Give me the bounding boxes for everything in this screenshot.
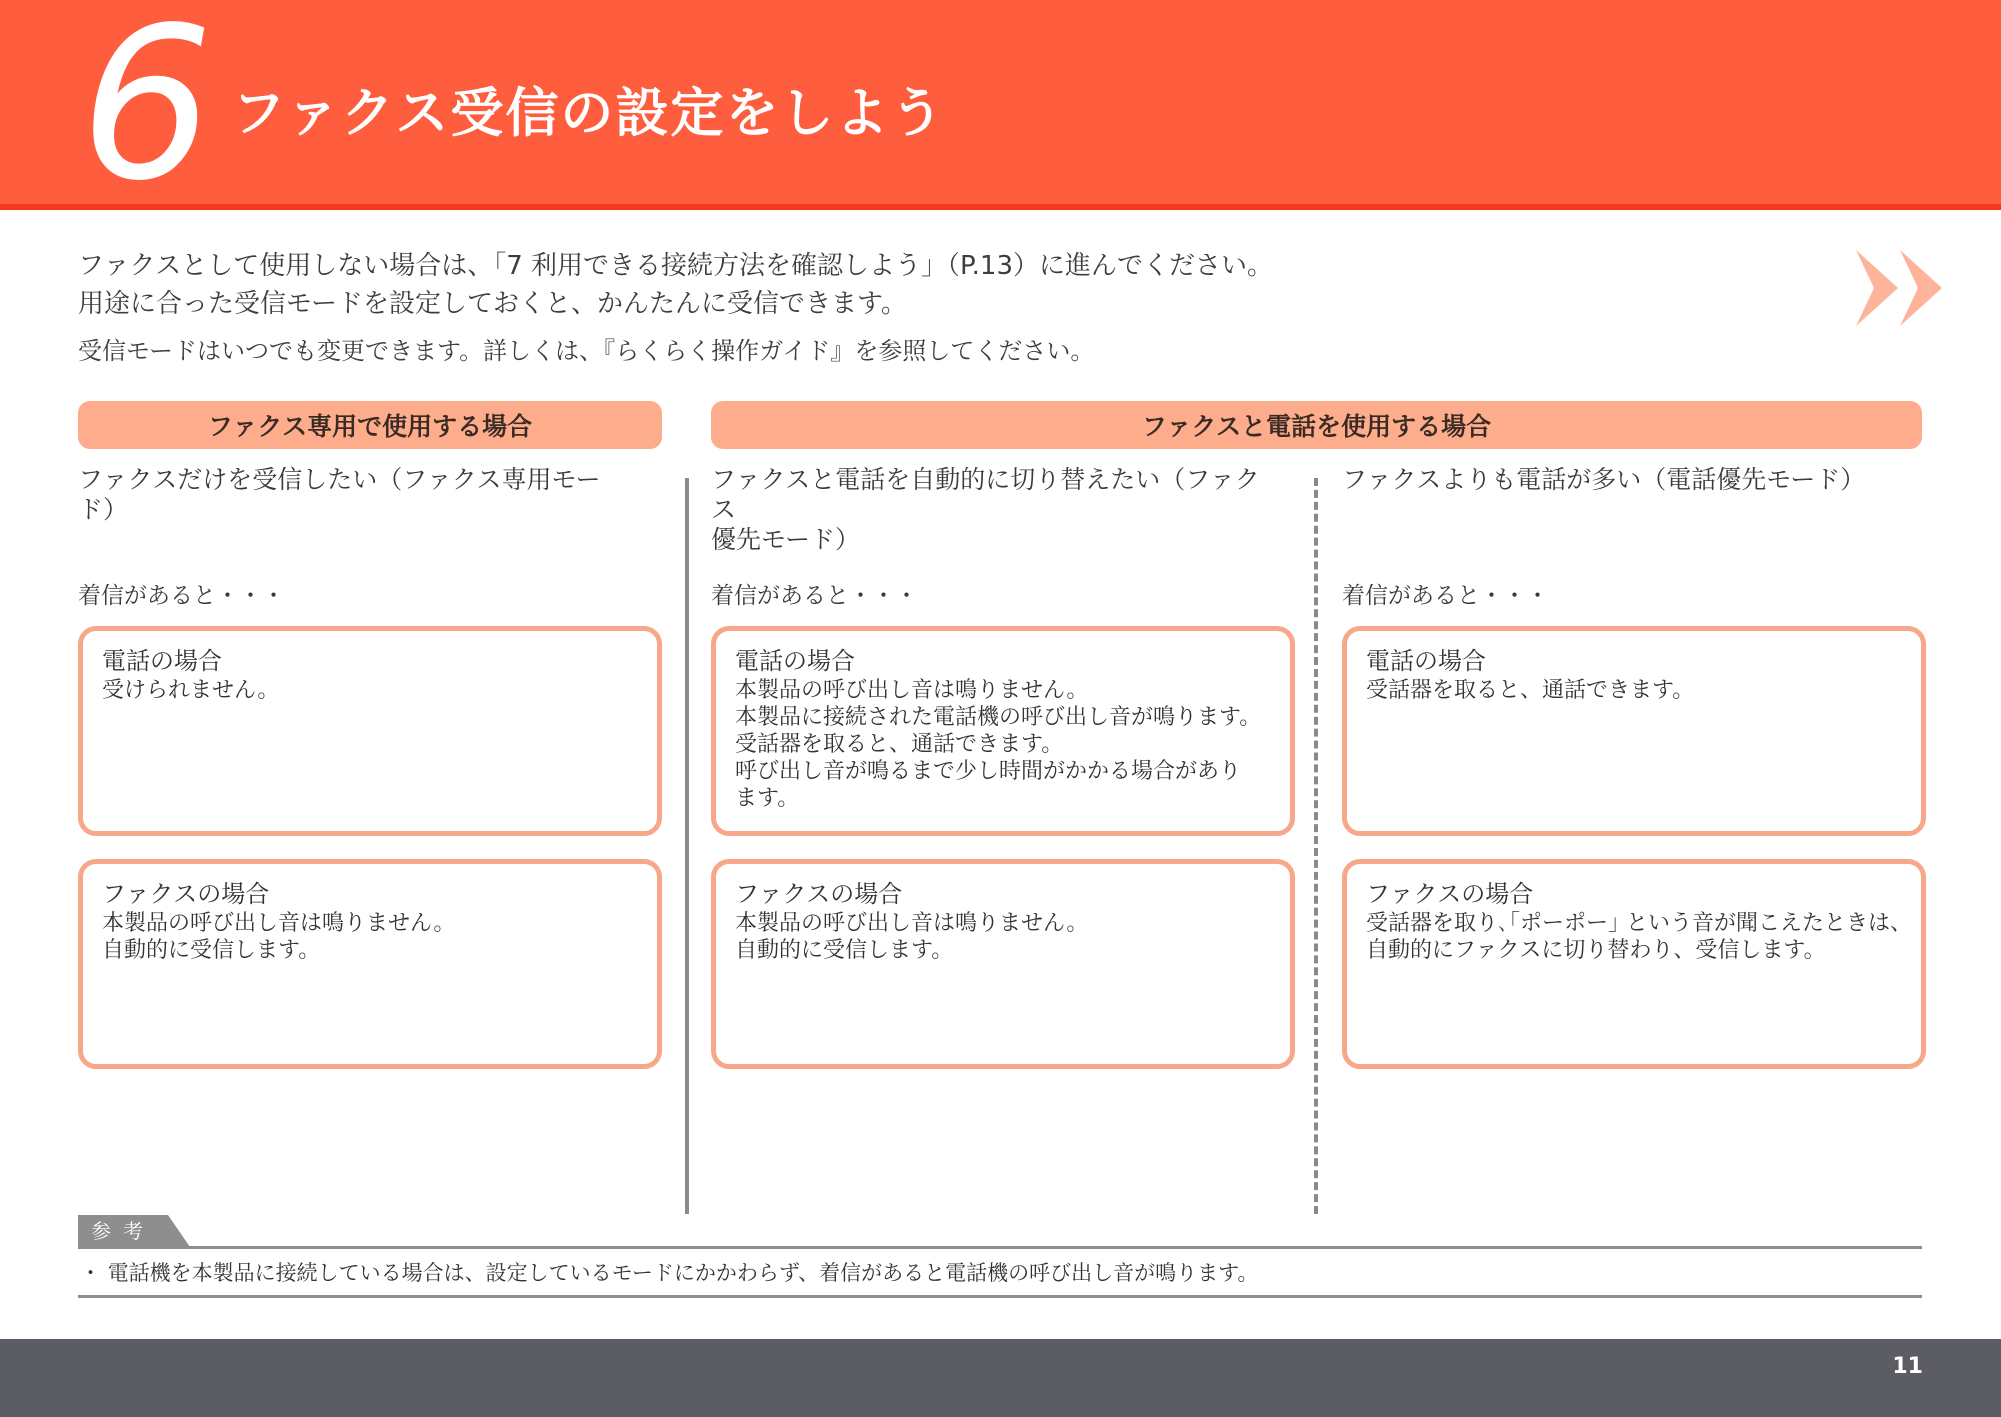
fax-case-line: 本製品の呼び出し音は鳴りません。 bbox=[735, 911, 1089, 936]
note-rule-bottom bbox=[78, 1295, 1922, 1298]
fax-case-title: ファクスの場合 bbox=[735, 880, 903, 908]
fax-case-line: 自動的にファクスに切り替わり、受信します。 bbox=[1366, 938, 1826, 963]
fax-case-title: ファクスの場合 bbox=[102, 880, 270, 908]
fax-case-line: 自動的に受信します。 bbox=[102, 938, 321, 963]
call-case-title: 電話の場合 bbox=[1366, 647, 1486, 675]
incoming-label: 着信があると・・・ bbox=[1342, 583, 1549, 609]
call-case-line: 受話器を取ると、通話できます。 bbox=[1366, 678, 1695, 703]
call-case-line: 受話器を取ると、通話できます。 bbox=[735, 732, 1064, 757]
call-case-line: 本製品に接続された電話機の呼び出し音が鳴ります。 bbox=[735, 705, 1262, 730]
call-case-text bbox=[102, 677, 647, 704]
section-header-fax-only: ファクス専用で使用する場合 bbox=[78, 401, 662, 449]
mode-description: ファクスよりも電話が多い（電話優先モード） bbox=[1342, 465, 1866, 494]
fax-case-line: 本製品の呼び出し音は鳴りません。 bbox=[102, 911, 456, 936]
fax-case-text bbox=[1366, 910, 1911, 964]
mode-column-fax-only bbox=[78, 465, 663, 1075]
call-case-line: 本製品の呼び出し音は鳴りません。 bbox=[735, 678, 1089, 703]
fax-case-box bbox=[78, 859, 662, 1069]
mode-description-line: 優先モード） bbox=[711, 525, 861, 554]
call-case-line: 受けられません。 bbox=[102, 678, 280, 703]
page-title: ファクス受信の設定をしよう bbox=[232, 83, 946, 144]
intro-line-2: 用途に合った受信モードを設定しておくと、かんたんに受信できます。 bbox=[78, 289, 907, 319]
fax-case-text bbox=[102, 910, 647, 964]
column-divider-solid bbox=[685, 478, 689, 1214]
step-number: 6 bbox=[80, 0, 210, 227]
fax-case-box bbox=[1342, 859, 1926, 1069]
fax-case-text bbox=[735, 910, 1280, 964]
note-label: 参考 bbox=[91, 1219, 155, 1243]
mode-column-phone-priority bbox=[1342, 465, 1927, 1075]
call-case-text bbox=[735, 677, 1280, 812]
call-case-box bbox=[78, 626, 662, 836]
note-rule-top bbox=[78, 1246, 1922, 1249]
page-footer bbox=[0, 1339, 2001, 1417]
page-number: 11 bbox=[1892, 1354, 1923, 1379]
column-divider-dashed bbox=[1314, 478, 1318, 1214]
intro-line-3: 受信モードはいつでも変更できます。詳しくは、『らくらく操作ガイド』を参照してください。 bbox=[78, 337, 1095, 365]
intro-line-1: ファクスとして使用しない場合は、「7 利用できる接続方法を確認しよう」（P.13）に進んでください。 bbox=[78, 251, 1274, 281]
call-case-line: 呼び出し音が鳴るまで少し時間がかかる場合があり bbox=[735, 759, 1242, 784]
fax-case-title: ファクスの場合 bbox=[1366, 880, 1534, 908]
call-case-title: 電話の場合 bbox=[735, 647, 855, 675]
call-case-box bbox=[1342, 626, 1926, 836]
fax-case-box bbox=[711, 859, 1295, 1069]
mode-description: ファクスだけを受信したい（ファクス専用モード） bbox=[78, 465, 601, 524]
next-page-arrows-icon bbox=[1856, 250, 1952, 326]
incoming-label: 着信があると・・・ bbox=[711, 583, 918, 609]
fax-case-line: 受話器を取り､｢ポーポー｣ という音が聞こえたときは、 bbox=[1366, 911, 1912, 936]
header-underline bbox=[0, 204, 2001, 210]
mode-description bbox=[711, 465, 1271, 555]
call-case-line: ます。 bbox=[735, 786, 800, 811]
call-case-text bbox=[1366, 677, 1911, 704]
fax-case-line: 自動的に受信します。 bbox=[735, 938, 954, 963]
call-case-title: 電話の場合 bbox=[102, 647, 222, 675]
call-case-box bbox=[711, 626, 1295, 836]
section-header-fax-and-phone: ファクスと電話を使用する場合 bbox=[711, 401, 1922, 449]
note-text: ・ 電話機を本製品に接続している場合は、設定しているモードにかかわらず、着信があると電話機の呼び出し音が鳴ります。 bbox=[80, 1261, 1259, 1285]
mode-description-line: ファクスと電話を自動的に切り替えたい（ファクス bbox=[711, 465, 1260, 524]
incoming-label: 着信があると・・・ bbox=[78, 583, 285, 609]
mode-column-fax-priority bbox=[711, 465, 1296, 1075]
